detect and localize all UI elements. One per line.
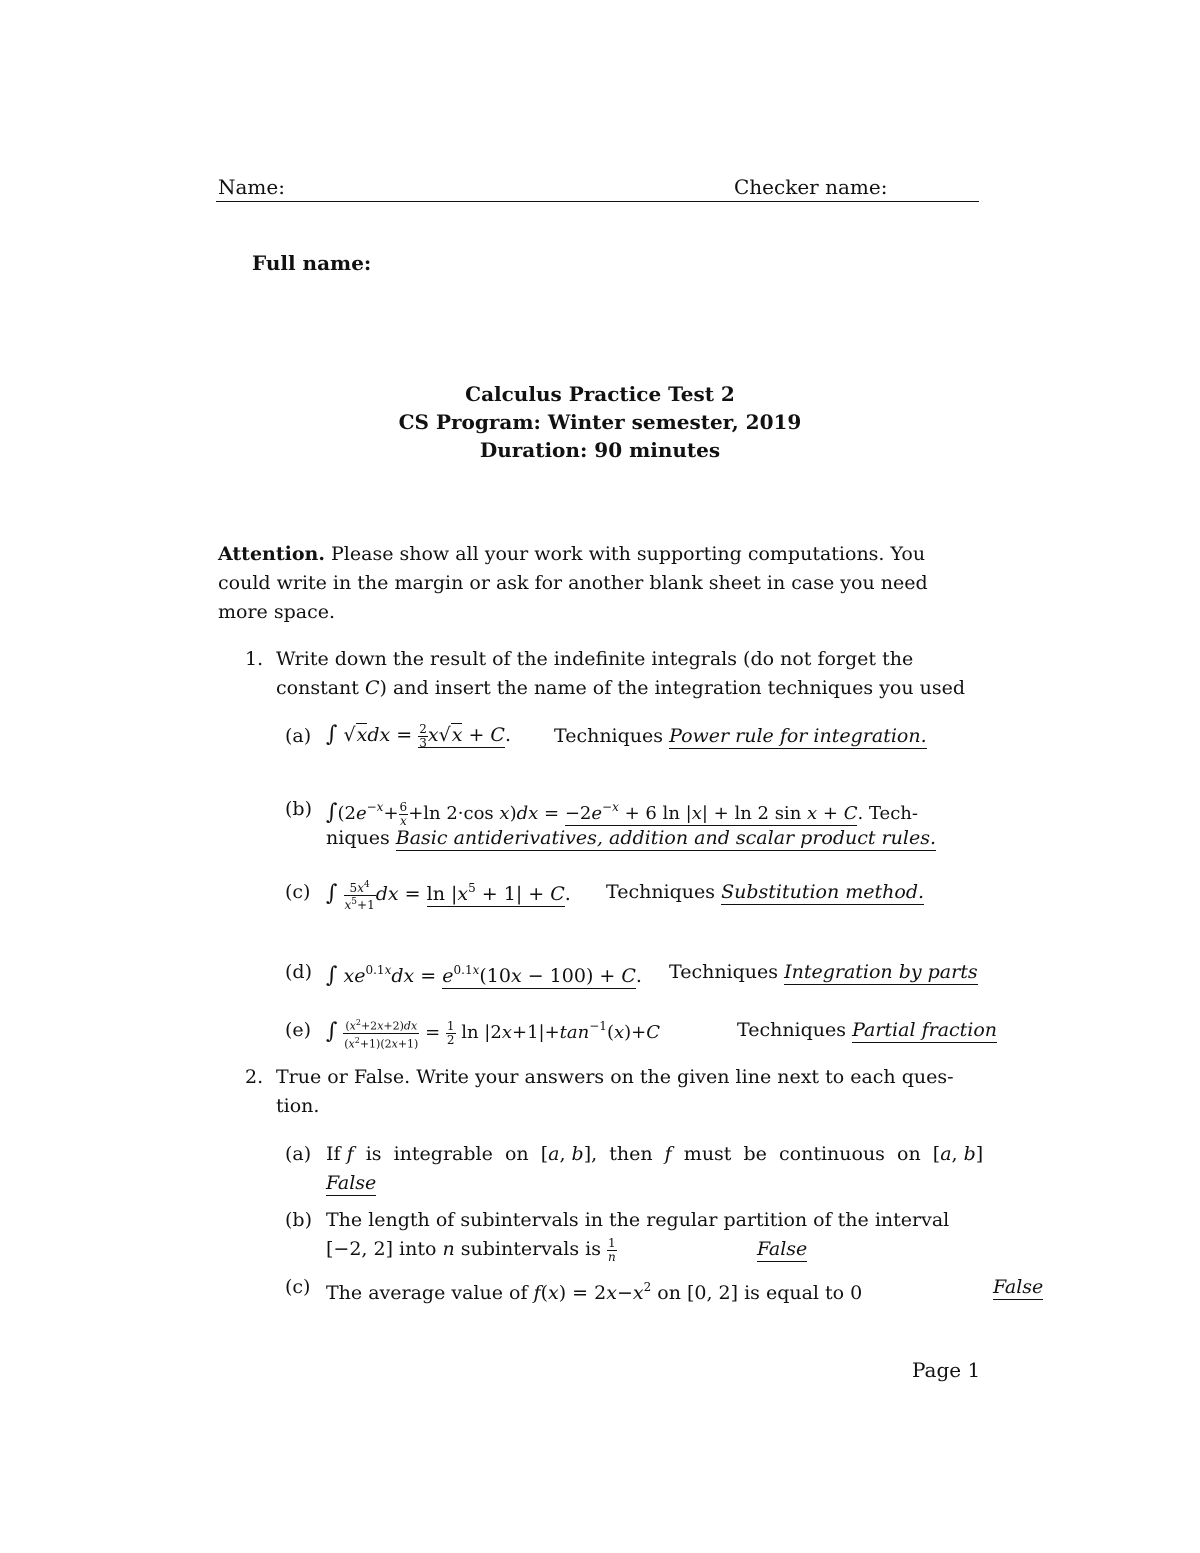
name-label: Name:	[218, 175, 285, 199]
q1d-label: (d)	[285, 961, 312, 983]
q1b-techniques: niques Basic antiderivatives, addition and scalar product rules.	[326, 827, 936, 849]
q1e-formula: ∫ $\frac{(x^2+2x+2)dx}{(x^2+1)(2x+1)}$ = $\frac{1}{2}$ $\ln |2x+1|+\tan^{-1}(x)+C$	[326, 1017, 661, 1051]
q1b-formula: $\int(2e^{-x}+$ $\frac{6}{x}$ +ln 2·cos $x)dx = -2e^{-x} + 6$ ln |x| + ln 2 sin x + C. Tech-	[326, 799, 918, 828]
q2-line-1: True or False. Write your answers on the given line next to each ques-	[276, 1066, 954, 1088]
q1c-answer: Substitution method.	[721, 881, 925, 903]
q1-line-2: constant C) and insert the name of the integration techniques you used	[276, 677, 966, 699]
q2b-line-2: [−2, 2] into n subintervals is $\frac{1}{n}$	[326, 1235, 616, 1264]
q1e-answer: Partial fraction	[852, 1019, 998, 1041]
q1a-techniques: Techniques Power rule for integration.	[554, 725, 927, 747]
checker-name-label: Checker name:	[734, 175, 888, 199]
q2c-statement: The average value of $f(x) = 2x-x^2$ on [0, 2] is equal to 0	[326, 1280, 863, 1304]
q1d-formula: ∫ $xe^{0.1x}dx = e^{0.1x}(10x - 100) + C$.	[326, 963, 642, 988]
page-number: Page 1	[912, 1358, 981, 1382]
q2a-answer-line	[326, 1169, 376, 1198]
q2c-label: (c)	[285, 1276, 311, 1298]
test-program: CS Program: Winter semester, 2019	[398, 410, 802, 434]
attention-line-1: Attention. Please show all your work with supporting computations. You	[218, 543, 926, 565]
q2c-answer: False	[993, 1276, 1044, 1298]
header-rule	[216, 201, 979, 202]
q1a-label: (a)	[285, 725, 312, 747]
q1b-label: (b)	[285, 798, 312, 820]
q1a-answer: Power rule for integration.	[669, 725, 927, 747]
q2c-answer-line	[993, 1273, 1043, 1302]
attention-label: Attention.	[218, 543, 325, 565]
q1c-formula: ∫ $\frac{5x^4}{x^5+1}$ dx = $\ln |x^5 + 1| + C$.	[326, 879, 571, 912]
attention-line-3: more space.	[218, 601, 335, 623]
q2b-answer-line	[757, 1235, 807, 1264]
q2-number: 2.	[245, 1066, 264, 1088]
full-name-label: Full name:	[252, 251, 372, 275]
q2b-line-1: The length of subintervals in the regular partition of the interval	[326, 1209, 950, 1231]
q1a-formula: ∫ √xdx = $\frac{2}{3}$ x√x + C.	[326, 721, 512, 750]
q1b-answer: Basic antiderivatives, addition and scalar product rules.	[395, 827, 936, 849]
test-title: Calculus Practice Test 2	[465, 382, 735, 406]
q2b-answer: False	[757, 1238, 808, 1260]
q2b-label: (b)	[285, 1209, 312, 1231]
q1c-label: (c)	[285, 881, 311, 903]
q1c-techniques: Techniques Substitution method.	[606, 881, 925, 903]
q1e-label: (e)	[285, 1019, 312, 1041]
q2a-statement: If f is integrable on [a, b], then f must be continuous on [a, b]	[326, 1143, 984, 1165]
q2a-label: (a)	[285, 1143, 312, 1165]
test-duration: Duration: 90 minutes	[479, 438, 721, 462]
q1d-answer: Integration by parts	[784, 961, 978, 983]
q1d-techniques: Techniques Integration by parts	[669, 961, 978, 983]
q2-line-2: tion.	[276, 1095, 320, 1117]
q1e-techniques: Techniques Partial fraction	[737, 1019, 998, 1041]
q1-line-1: Write down the result of the indefinite integrals (do not forget the	[276, 648, 914, 670]
q1-number: 1.	[245, 648, 264, 670]
attention-line-2: could write in the margin or ask for another blank sheet in case you need	[218, 572, 928, 594]
q2a-answer: False	[326, 1172, 377, 1194]
